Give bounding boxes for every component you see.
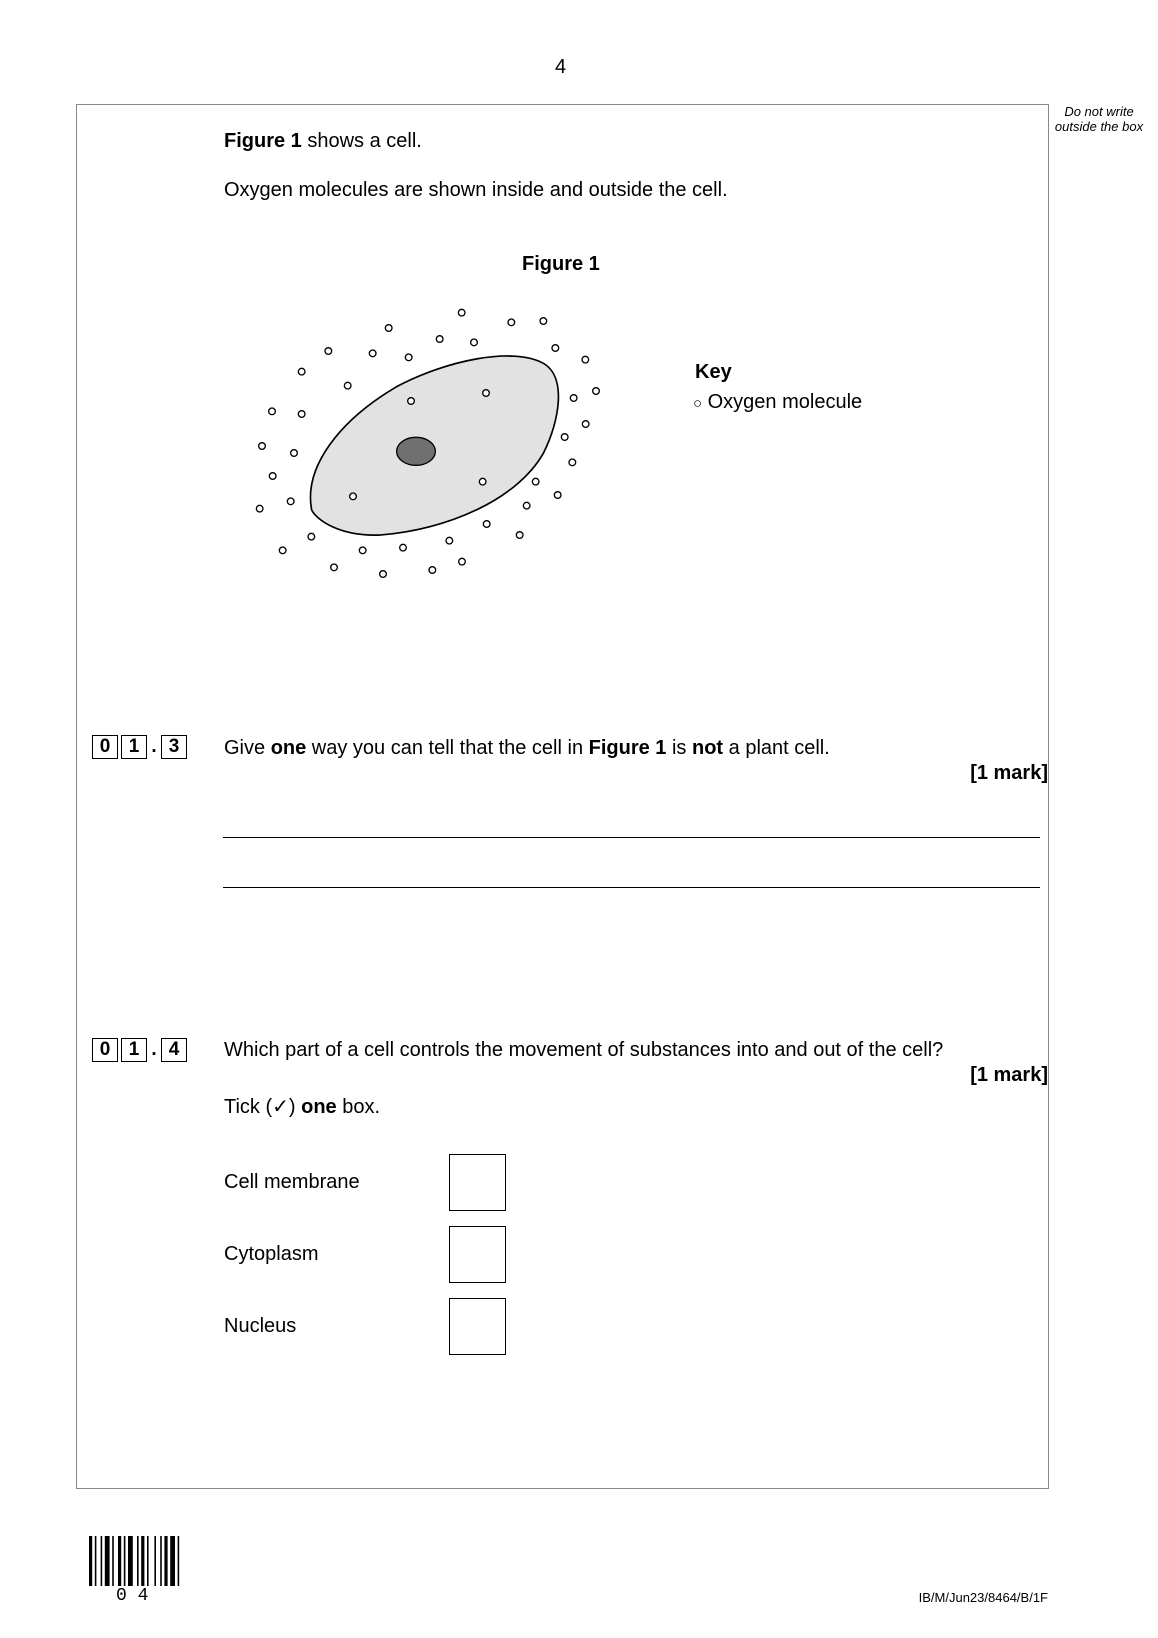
option-label: Nucleus — [224, 1315, 297, 1337]
oxygen-molecule — [256, 505, 263, 512]
oxygen-molecule — [554, 492, 561, 499]
oxygen-molecule — [269, 473, 276, 480]
barcode-bar — [128, 1536, 133, 1586]
oxygen-molecule — [369, 350, 376, 357]
barcode-bar — [137, 1536, 139, 1586]
oxygen-molecule — [408, 398, 415, 405]
figure-title: Figure 1 — [522, 253, 600, 275]
oxygen-molecule — [350, 493, 357, 500]
barcode-bar — [141, 1536, 144, 1586]
oxygen-molecule — [259, 443, 266, 450]
answer-line[interactable] — [223, 887, 1040, 888]
key-title: Key — [695, 361, 732, 383]
key-label: Oxygen molecule — [707, 391, 863, 413]
oxygen-molecule — [436, 336, 443, 343]
qnum-dot: . — [151, 736, 157, 757]
barcode-bar — [170, 1536, 175, 1586]
oxygen-molecule — [405, 354, 412, 361]
intro-line-1 — [224, 130, 422, 153]
oxygen-molecule — [279, 547, 286, 554]
oxygen-molecule — [523, 502, 530, 509]
barcode-bar — [95, 1536, 97, 1586]
barcode-bar — [105, 1536, 110, 1586]
oxygen-molecule — [479, 478, 486, 485]
qnum-dot: . — [151, 1039, 157, 1060]
barcode-bar — [178, 1536, 180, 1586]
intro-text: shows a cell. — [301, 130, 422, 152]
oxygen-molecule — [359, 547, 366, 554]
oxygen-molecule — [291, 450, 298, 457]
oxygen-molecule — [516, 532, 523, 539]
oxygen-molecule — [508, 319, 515, 326]
oxygen-molecule — [540, 318, 547, 325]
oxygen-molecule — [380, 571, 387, 578]
barcode-bar — [154, 1536, 156, 1586]
page-number: 4 — [555, 56, 567, 78]
oxygen-molecule — [561, 434, 568, 441]
barcode-bar — [118, 1536, 121, 1586]
oxygen-molecule — [298, 368, 305, 375]
oxygen-molecule — [459, 558, 466, 565]
barcode-bar — [124, 1536, 126, 1586]
question-number-01-3 — [92, 735, 190, 759]
qnum-digit: 3 — [161, 735, 187, 759]
oxygen-molecule — [582, 421, 589, 428]
nucleus — [397, 437, 436, 465]
qnum-digit: 0 — [92, 1038, 118, 1062]
oxygen-molecule — [344, 382, 351, 389]
oxygen-molecule — [552, 345, 559, 352]
cell-diagram — [230, 280, 630, 580]
margin-note: Do not write outside the box — [1054, 104, 1144, 134]
oxygen-molecule — [458, 309, 465, 316]
barcode-bar — [112, 1536, 114, 1586]
oxygen-molecule — [483, 390, 490, 397]
figure-ref: Figure 1 — [224, 130, 302, 152]
oxygen-molecule — [429, 567, 436, 574]
barcode-bar — [89, 1536, 92, 1586]
oxygen-molecule-icon: ○ — [693, 395, 703, 412]
qnum-digit: 4 — [161, 1038, 187, 1062]
oxygen-molecule — [298, 411, 305, 418]
oxygen-molecule — [325, 348, 332, 355]
oxygen-molecule — [287, 498, 294, 505]
oxygen-molecule — [385, 325, 392, 332]
oxygen-molecule — [593, 388, 600, 395]
oxygen-molecule — [308, 533, 315, 540]
question-number-01-4 — [92, 1038, 190, 1062]
barcode — [89, 1536, 191, 1586]
oxygen-molecule — [471, 339, 478, 346]
barcode-bar — [147, 1536, 149, 1586]
question-01-4-text: Which part of a cell controls the movement of substances into and out of the cell? — [224, 1039, 944, 1061]
oxygen-molecule — [570, 395, 577, 402]
oxygen-molecule — [331, 564, 338, 571]
barcode-bar — [101, 1536, 103, 1586]
checkbox-nucleus[interactable] — [449, 1298, 506, 1355]
paper-code: IB/M/Jun23/8464/B/1F — [918, 1590, 1048, 1605]
oxygen-molecule — [569, 459, 576, 466]
oxygen-molecule — [400, 544, 407, 551]
answer-line[interactable] — [223, 837, 1040, 838]
tick-instruction: Tick (✓) one box. — [224, 1096, 381, 1118]
marks-01-3: [1 mark] — [970, 762, 1048, 784]
checkbox-cytoplasm[interactable] — [449, 1226, 506, 1283]
marks-01-4: [1 mark] — [970, 1064, 1048, 1086]
barcode-digits: 0 4 — [116, 1586, 149, 1606]
barcode-bar — [164, 1536, 167, 1586]
oxygen-molecule — [582, 356, 589, 363]
qnum-digit: 1 — [121, 1038, 147, 1062]
qnum-digit: 1 — [121, 735, 147, 759]
option-label: Cytoplasm — [224, 1243, 319, 1265]
oxygen-molecule — [446, 537, 453, 544]
intro-line-2: Oxygen molecules are shown inside and outside the cell. — [224, 179, 728, 201]
qnum-digit: 0 — [92, 735, 118, 759]
question-01-3-text: Give one way you can tell that the cell in Figure 1 is not a plant cell. — [224, 737, 830, 759]
barcode-bar — [160, 1536, 162, 1586]
oxygen-molecule — [269, 408, 276, 415]
key-item — [693, 391, 862, 414]
oxygen-molecule — [483, 521, 490, 528]
oxygen-molecule — [532, 478, 539, 485]
option-label: Cell membrane — [224, 1171, 360, 1193]
checkbox-cell-membrane[interactable] — [449, 1154, 506, 1211]
